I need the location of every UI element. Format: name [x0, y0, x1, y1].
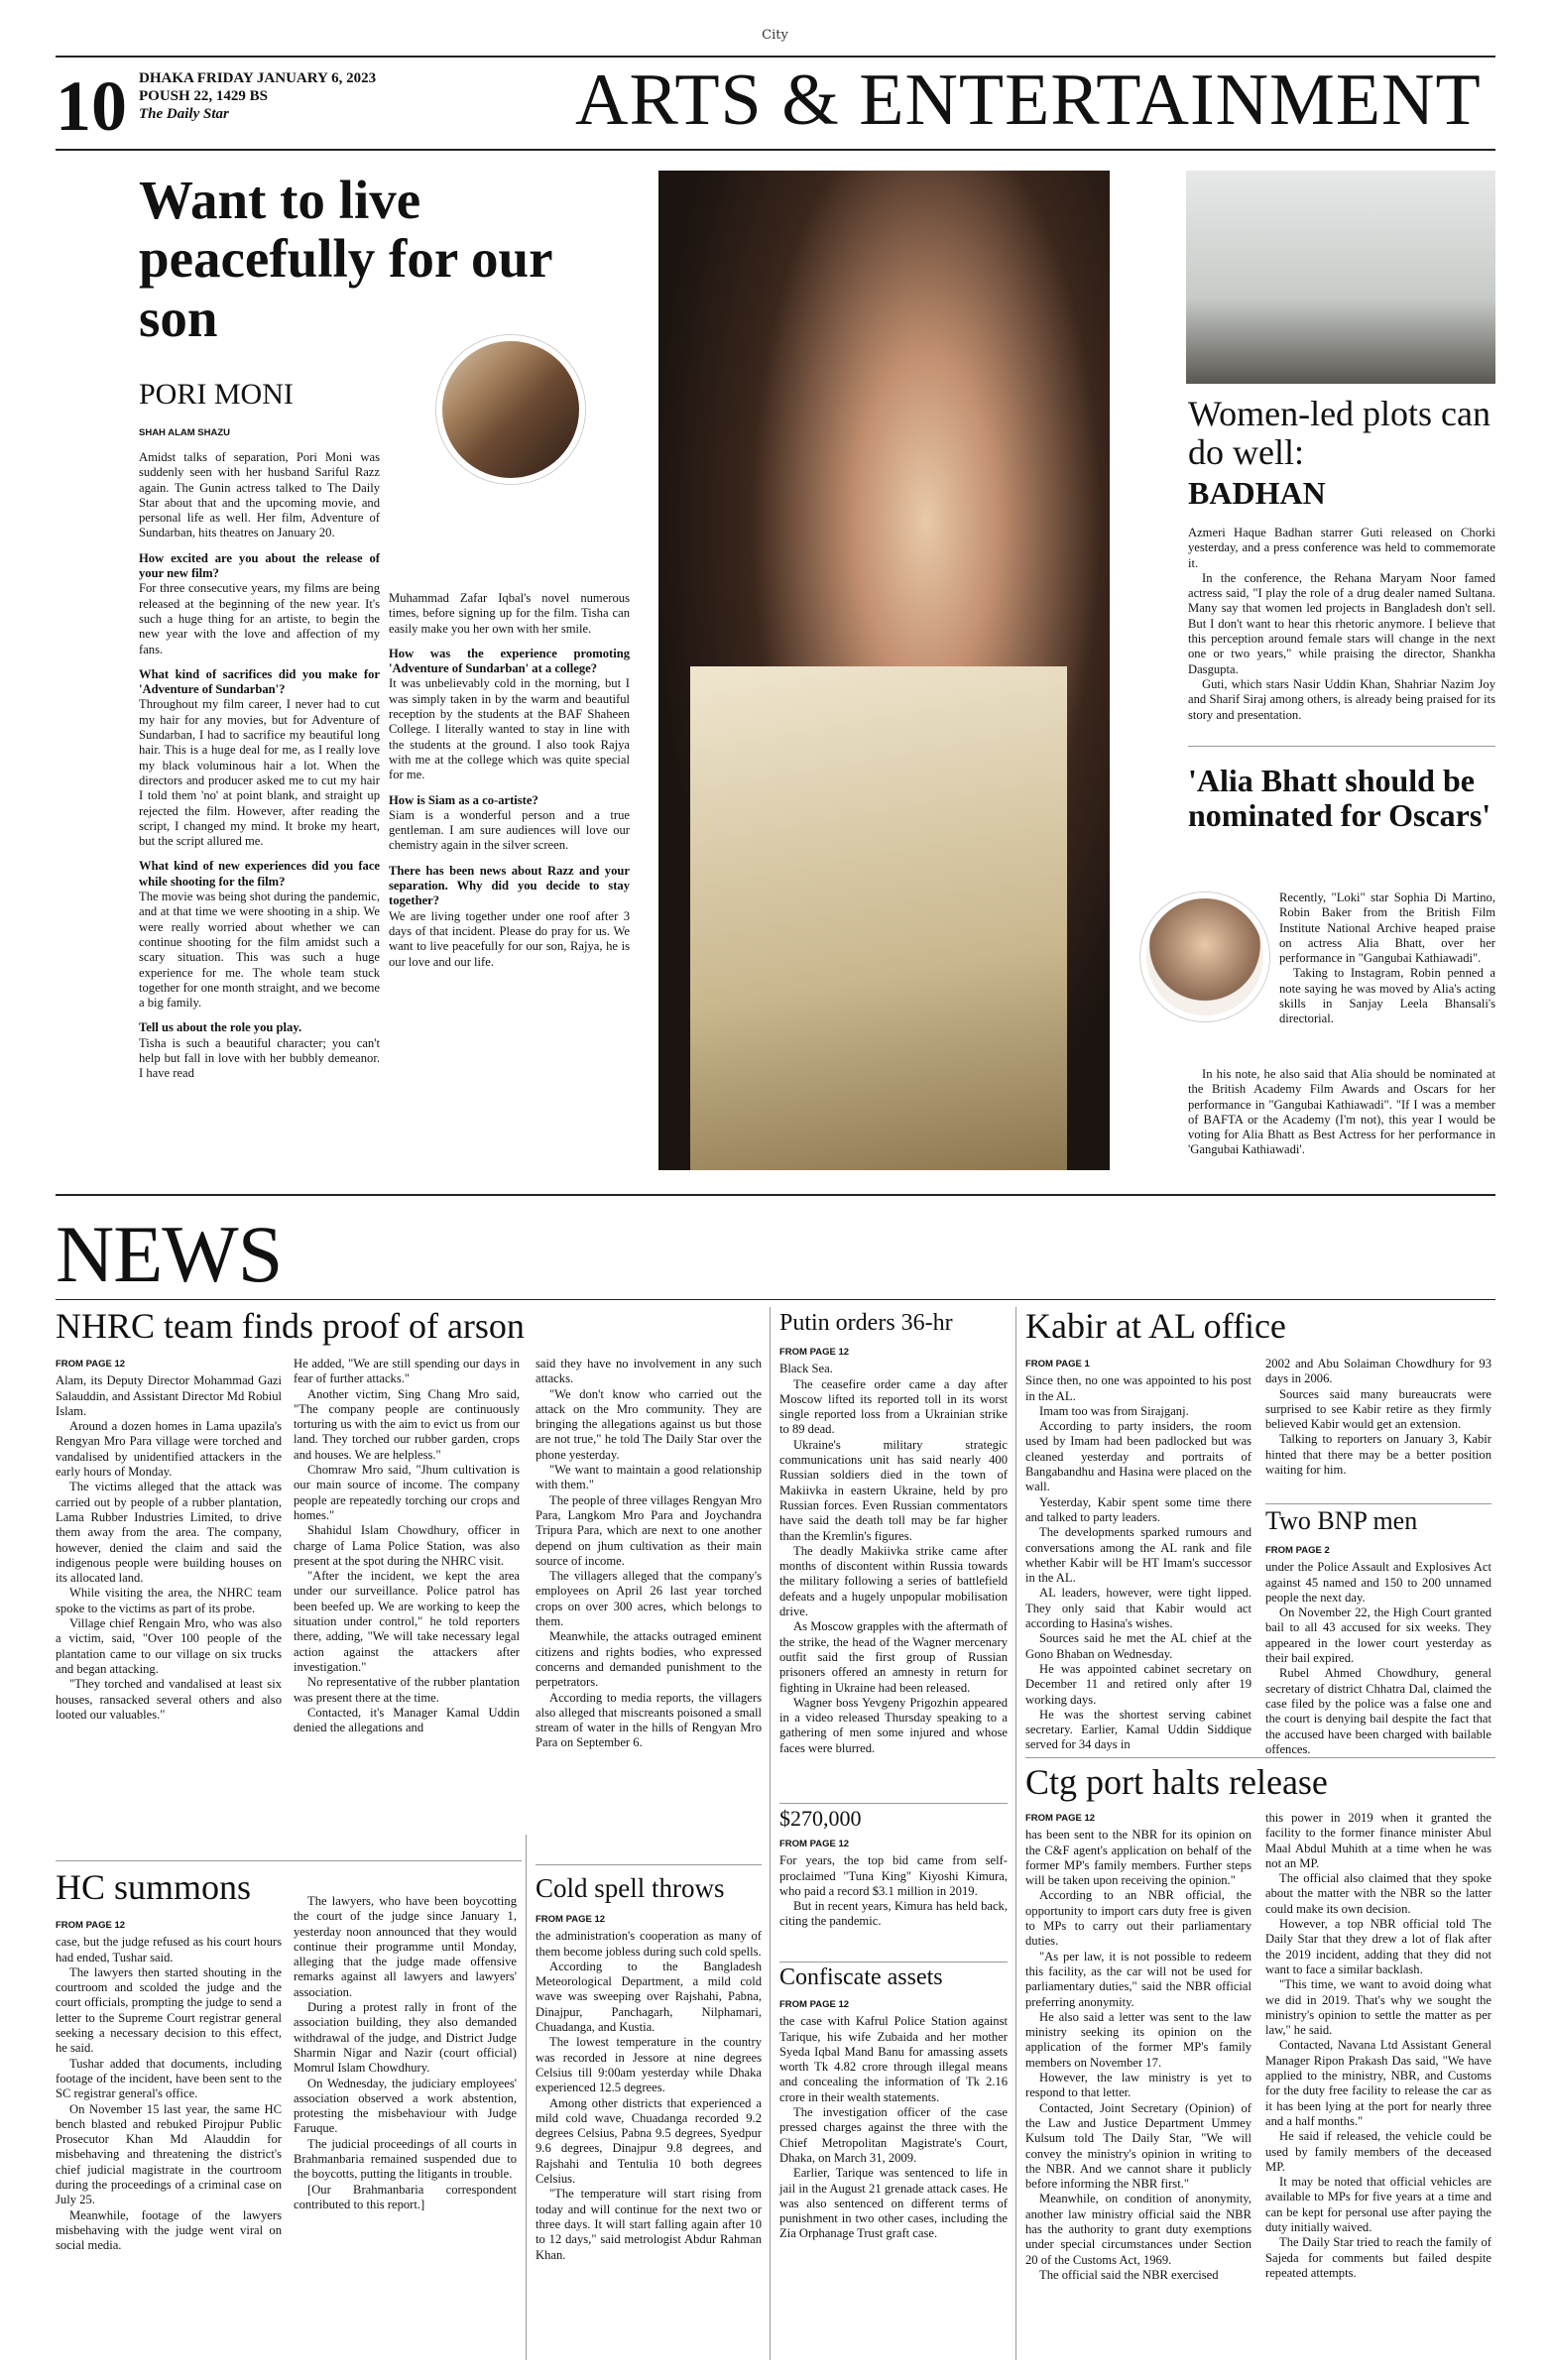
- ctg-rule: [1025, 1757, 1495, 1758]
- dateline-date: DHAKA FRIDAY JANUARY 6, 2023: [139, 70, 377, 86]
- confiscate-title: Confiscate assets: [779, 1964, 943, 1990]
- news-rule: [56, 1299, 1495, 1300]
- section-banner: ARTS & ENTERTAINMENT: [575, 60, 1482, 141]
- nhrc-col-2: He added, "We are still spending our days in fear of further attacks." Another victim, Sing Chang Mro said, "The company people are continuously torturing us with the aim to evict us from our land. They torched our rubber garden, crops and houses. We are helpless." Chomraw Mro said, "Jhum cultivation is our main source of income. The company people are repeatedly torching our crops and homes." Shahidul Islam Chowdhury, officer in charge of Lama Police Station, was also present at the spot during the NHRC visit. "After the incident, we kept the area under our surveillance. Police patrol has been beefed up. We are working to keep the situation under control," he told reporters there, adding, "We will take necessary legal action against the attackers after investigation." No representative of the rubber plantation was present there at the time. Contacted, it's Manager Kamal Uddin denied the allegations and: [294, 1357, 520, 1735]
- couple-inset-photo: [436, 335, 585, 484]
- cold-body: FROM PAGE 12 the administration's cooperation as many of them become jobless during such cold spells. According to the Bangladesh Meteorological Department, a mild cold wave was sweeping over Rajshahi, Pabna, Dinajpur, Panchagarh, Nilphamari, Chuadanga, and Kustia. The lowest temperature in the country was recorded in Jessore at nine degrees Celsius till 9:00am yesterday while Dhaka experienced 12.5 degrees. Among other districts that experienced a mild cold wave, Chuadanga recorded 9.2 degrees Celsius, Pabna 9.5 degrees, Syedpur 9.6 degrees, Dinajpur 9.8 degrees, and Rajshahi and Tentulia 10 both degrees Celsius. "The temperature will start rising from today and will continue for the next two or three days. It will start falling again after 10 to 12 days," said metrologist Abdur Rahman Khan.: [536, 1914, 762, 2262]
- badhan-press-photo: [1186, 171, 1495, 384]
- hc-top-rule: [56, 1860, 522, 1861]
- hc-cold-divider: [526, 1835, 527, 2360]
- ctg-title: Ctg port halts release: [1025, 1762, 1328, 1802]
- right-divider: [1188, 746, 1495, 747]
- badhan-body: Azmeri Haque Badhan starrer Guti released on Chorki yesterday, and a press conference was held to commemorate it. In the conference, the Rehana Maryam Noor famed actress said, "I play the role of a drug dealer named Sultana. Many say that women led projects in Bangladesh don't sell. But I don't want to hear this rhetoric anymore. I believe that this perception around female stars will change in the next one or two years," while praising the director, Shankha Dasgupta. Guti, which stars Nasir Uddin Khan, Shahriar Nazim Joy and Sharif Siraj among others, is already being praised for its story and presentation.: [1188, 526, 1495, 722]
- nhrc-col-3: said they have no involvement in any such attacks. "We don't know who carried out the attack on the Mro community. They are bringing the allegations against us but those are not true," he told The Daily Star over the phone yesterday. "We want to maintain a good relationship with them." The people of three villages Rengyan Mro Para, Langkom Mro Para and Joychandra Tripura Para, which are next to one another depend on jhum cultivation as their main source of income. The villagers alleged that the company's employees on April 26 last year torched crops on over 300 acres, which belongs to them. Meanwhile, the attacks outraged eminent citizens and rights bodies, who expressed concerns and demanded punishment to the perpetrators. According to media reports, the villagers also alleged that miscreants poisoned a small stream of water in the hills of Rengyan Mro Para on September 6.: [536, 1357, 762, 1750]
- lead-byline: SHAH ALAM SHAZU: [139, 427, 231, 438]
- ctg-col-2: this power in 2019 when it granted the facility to the former finance minister Abul Maal Abdul Muhith at a time when he was not an MP. The official also claimed that they spoke about the matter with the NBR so the latter could make its own decision. However, a top NBR official told The Daily Star that they drew a lot of flak after the 2019 incident, adding that they did not want to face a similar backlash. "This time, we want to avoid doing what we did in 2019. That's why we sought the ministry's opinion to settle the matter as per law," he said. Contacted, Navana Ltd Assistant General Manager Ripon Prakash Das said, "We have applied to the ministry, NBR, and Customs for the duty free facility to release the car as it has been lying at the port for nearly three and a half months." He said if released, the vehicle could be used by family members of the deceased MP. It may be noted that official vehicles are available to MPs for five years at a time and can be kept for personal use after paying the duty initially waived. The Daily Star tried to reach the family of Sajeda for comments but failed despite repeated attempts.: [1265, 1811, 1491, 2280]
- confiscate-rule: [779, 1962, 1008, 1963]
- col-divider-2: [1015, 1307, 1016, 2360]
- tuna-body: FROM PAGE 12 For years, the top bid came from self-proclaimed "Tuna King" Kiyoshi Kimura, who paid a record $3.1 million in 2019. But in recent years, Kimura has held back, citing the pandemic.: [779, 1839, 1008, 1929]
- putin-title: Putin orders 36-hr: [779, 1310, 953, 1336]
- saree-shape: [690, 666, 1067, 1170]
- bnp-rule: [1265, 1503, 1491, 1504]
- tuna-title: $270,000: [779, 1806, 862, 1831]
- alia-body-top: Recently, "Loki" star Sophia Di Martino, Robin Baker from the British Film Institute National Archive heaped praise on actress Alia Bhatt, over her performance in "Gangubai Kathiawadi". Taking to Instagram, Robin penned a note saying he was moved by Alia's acting skills in Sanjay Leela Bhansali's directorial.: [1279, 891, 1495, 1026]
- alia-title: 'Alia Bhatt should be nominated for Oscars': [1188, 763, 1491, 833]
- confiscate-body: FROM PAGE 12 the case with Kafrul Police Station against Tarique, his wife Zubaida and her mother Syeda Iqbal Mand Banu for amassing assets worth Tk 4.82 crore through illegal means and concealing the information of Tk 2.16 crore in their wealth statements. The investigation officer of the case pressed charges against the three with the Chief Metropolitan Magistrate's Court, Dhaka, on March 31, 2009. Earlier, Tarique was sentenced to life in jail in the August 21 grenade attack cases. He was also sentenced on different terms of punishment in two other cases, including the Zia Orphanage Trust graft case.: [779, 1999, 1008, 2241]
- hc-title: HC summons: [56, 1867, 252, 1907]
- page-number: 10: [56, 66, 127, 146]
- kabir-title: Kabir at AL office: [1025, 1306, 1286, 1346]
- bnp-body: FROM PAGE 2 under the Police Assault and Explosives Act against 45 named and 150 to 200 unnamed people the next day. On November 22, the High Court granted bail to all 43 accused for six weeks. They appeared in the lower court yesterday as their bail expired. Rubel Ahmed Chowdhury, general secretary of district Chhatra Dal, claimed the case filed by the police was a false one and the court is denying bail despite the fact that the accused have been charged with bailable offences.: [1265, 1545, 1491, 1756]
- banner-rule: [56, 149, 1495, 151]
- kabir-col-1: FROM PAGE 1 Since then, no one was appointed to his post in the AL. Imam too was from Sirajganj. According to party insiders, the room used by Imam had been padlocked but was cleaned yesterday and portraits of Bangabandhu and Hasina were placed on the wall. Yesterday, Kabir spent some time there and talked to party leaders. The developments sparked rumours and conversations among the AL rank and file whether Kabir will be HT Imam's successor in the AL. AL leaders, however, were tight lipped. They only said that Kabir would act according to Hasina's wishes. Sources said he met the AL chief at the Gono Bhaban on Wednesday. He was appointed cabinet secretary on December 11 and retired only after 19 working days. He was the shortest serving cabinet secretary. Earlier, Kamal Uddin Siddique served for 34 days in: [1025, 1359, 1252, 1752]
- nhrc-col-1: FROM PAGE 12 Alam, its Deputy Director Mohammad Gazi Salauddin, and Assistant Director Md Robiul Islam. Around a dozen homes in Lama upazila's Rengyan Mro Para village were torched and vandalised by unidentified attackers in the early hours of Monday. The victims alleged that the attack was carried out by people of a rubber plantation, Lama Rubber Industries Limited, to drive them away from the area. The company, however, denied the claim and said the indigenous people were building houses on its allocated land. While visiting the area, the NHRC team spoke to the victims as part of its probe. Village chief Rengain Mro, who was also a victim, said, "Over 100 people of the plantation came to our village on six trucks and began attacking. "They torched and vandalised at least six houses, ransacked several others and also looted our valuables.": [56, 1359, 282, 1722]
- cold-top-rule: [536, 1864, 762, 1865]
- news-section-title: NEWS: [56, 1209, 283, 1299]
- kabir-col-2: 2002 and Abu Solaiman Chowdhury for 93 days in 2006. Sources said many bureaucrats were surprised to see Kabir retire as they firmly believed Kabir would get an extension. Talking to reporters on January 3, Kabir hinted that there may be a better position waiting for him.: [1265, 1357, 1491, 1478]
- lead-title: Want to live peacefully for our son: [139, 170, 552, 348]
- tuna-rule: [779, 1803, 1008, 1804]
- newspaper-logo: The Daily Star: [139, 106, 229, 122]
- bnp-title: Two BNP men: [1265, 1506, 1418, 1535]
- cold-title: Cold spell throws: [536, 1873, 725, 1903]
- hc-col-1: FROM PAGE 12 case, but the judge refused as his court hours had ended, Tushar said. The lawyers then started shouting in the courtroom and scolded the judge and the court officials, prompting the judge to send a letter to the Supreme Court registrar general seeking a necessary decision to this effect, he said. Tushar added that documents, including footage of the incident, have been sent to the SC registrar general's office. On November 15 last year, the same HC bench blasted and rebuked Pirojpur Public Prosecutor Khan Md Alauddin for misbehaving and threatening the district's chief judicial magistrate in the courtroom during the proceedings of a criminal case on July 25. Meanwhile, footage of the lawyers misbehaving with the judge went viral on social media.: [56, 1920, 282, 2253]
- dateline-bangla: POUSH 22, 1429 BS: [139, 88, 269, 104]
- section-label: City: [762, 28, 788, 43]
- news-top-rule: [56, 1194, 1495, 1196]
- alia-inset-photo: [1140, 892, 1269, 1021]
- nhrc-title: NHRC team finds proof of arson: [56, 1306, 525, 1346]
- ctg-col-1: FROM PAGE 12 has been sent to the NBR for its opinion on the C&F agent's application on behalf of the former MP's family members. Further steps will be taken upon receiving the opinion." According to an NBR official, the opportunity to import cars duty free is given to MPs to carry out their parliamentary duties. "As per law, it is not possible to redeem this facility, as the car will not be used for parliamentary duties," said the NBR official preferring anonymity. He also said a letter was sent to the law ministry seeking its opinion on the application of the former MP's family members on November 17. However, the law ministry is yet to respond to that letter. Contacted, Joint Secretary (Opinion) of the Law and Justice Department Ummey Kulsum told The Daily Star, "We will convey the ministry's opinion in writing to the NBR. And we cannot share it publicly before informing the NBR first." Meanwhile, on condition of anonymity, another law ministry official said the NBR has the authority to grant duty exemptions under special circumstances under Section 20 of the Customs Act, 1969. The official said the NBR exercised: [1025, 1813, 1252, 2282]
- alia-body-bottom: In his note, he also said that Alia should be nominated at the British Academy Film Awards and Oscars for her performance in "Gangubai Kathiawadi". "If I was a member of BAFTA or the Academy (I'm not), this year I would be voting for Alia Bhatt as Best Actress for her performance in 'Gangubai Kathiawadi'.: [1188, 1067, 1495, 1157]
- hc-col-2: The lawyers, who have been boycotting the court of the judge since January 1, yesterday noon announced that they would continue their programme until Monday, alleging that the judge made offensive remarks against all lawyers and lawyers' association. During a protest rally in front of the association building, they also demanded withdrawal of the judge, and District Judge Sharmin Nigar and Nazir (court official) Momrul Islam Chowdhury. On Wednesday, the judiciary employees' association observed a work abstention, protesting the misbehaviour with Judge Faruque. The judicial proceedings of all courts in Brahmanbaria remained suspended due to the boycotts, putting the litigants in trouble. [Our Brahmanbaria correspondent contributed to this report.]: [294, 1894, 517, 2211]
- lead-col-1: Amidst talks of separation, Pori Moni was suddenly seen with her husband Sariful Razz again. The Gunin actress talked to The Daily Star about that and the upcoming movie, and personal life as well. Her film, Adventure of Sundarban, hits theatres on January 20. How excited are you about the release of your new film? For three consecutive years, my films are being released at the beginning of the new year. It's such a huge thing for an artiste, to begin the new year with the love and affection of my fans. What kind of sacrifices did you make for 'Adventure of Sundarban'? Throughout my film career, I never had to cut my hair for any movies, but for Adventure of Sundarban, I had to sacrifice my beautiful long hair. This is a huge deal for me, as I really love my black voluminous hair a lot. When the directors and producer asked me to cut my hair I told them 'no' at point blank, and straight up rejected the film. However, after reading the script, I changed my mind. It broke my heart, but the script allured me. What kind of new experiences did you face while shooting for the film? The movie was being shot during the pandemic, and at that time we were shooting in a ship. We were really worried about whether we can continue shooting for the film amidst such a scary situation. This was such a huge experience for me. The whole team stuck together for one month straight, and we become a big family. Tell us about the role you play. Tisha is such a beautiful character; you can't help but fall in love with her bubbly demeanor. I have read: [139, 450, 380, 1081]
- col-divider-1: [770, 1307, 771, 2360]
- dateline: [139, 69, 376, 123]
- photo-credit: PHOTO: COLLECTED: [1109, 901, 1119, 992]
- lead-col-2: Muhammad Zafar Iqbal's novel numerous times, before signing up for the film. Tisha can easily make you her own with her smile. How was the experience promoting 'Adventure of Sundarban' at a college? It was unbelievably cold in the morning, but I was simply taken in by the warm and beautiful reception by the students at the BAF Shaheen College. I literally wanted to stay in line with the students at the ground. I also took Rajya with me at the college which was quite special for me. How is Siam as a co-artiste? Siam is a wonderful person and a true gentleman. I am sure audiences will love our chemistry again in the silver screen. There has been news about Razz and your separation. Why did you decide to stay together? We are living together under one roof after 3 days of that incident. Please do pray for us. We want to live peacefully for our son, Rajya, he is our love and our life.: [389, 591, 630, 969]
- badhan-title: Women-led plots can do well:: [1188, 394, 1491, 472]
- lead-subtitle: PORI MONI: [139, 378, 294, 411]
- putin-body: FROM PAGE 12 Black Sea. The ceasefire order came a day after Moscow lifted its reported toll in its worst single reported loss from a Ukrainian strike to 89 dead. Ukraine's military strategic communications unit has said nearly 400 Russian soldiers died in the town of Makiivka in eastern Ukraine, held by pro Russian forces. Even Russian commentators have said the death toll may be far higher than the Kremlin's figures. The deadly Makiivka strike came after months of discontent within Russia towards the military following a series of battlefield defeats and a hugely unpopular mobilisation drive. As Moscow grapples with the aftermath of the strike, the head of the Wagner mercenary outfit said the first group of Russian prisoners offered an amnesty in return for fighting in Ukraine had been released. Wagner boss Yevgeny Prigozhin appeared in a video released Thursday speaking to a gathering of men some injured and whose faces were blurred.: [779, 1347, 1008, 1755]
- badhan-name: BADHAN: [1188, 475, 1326, 511]
